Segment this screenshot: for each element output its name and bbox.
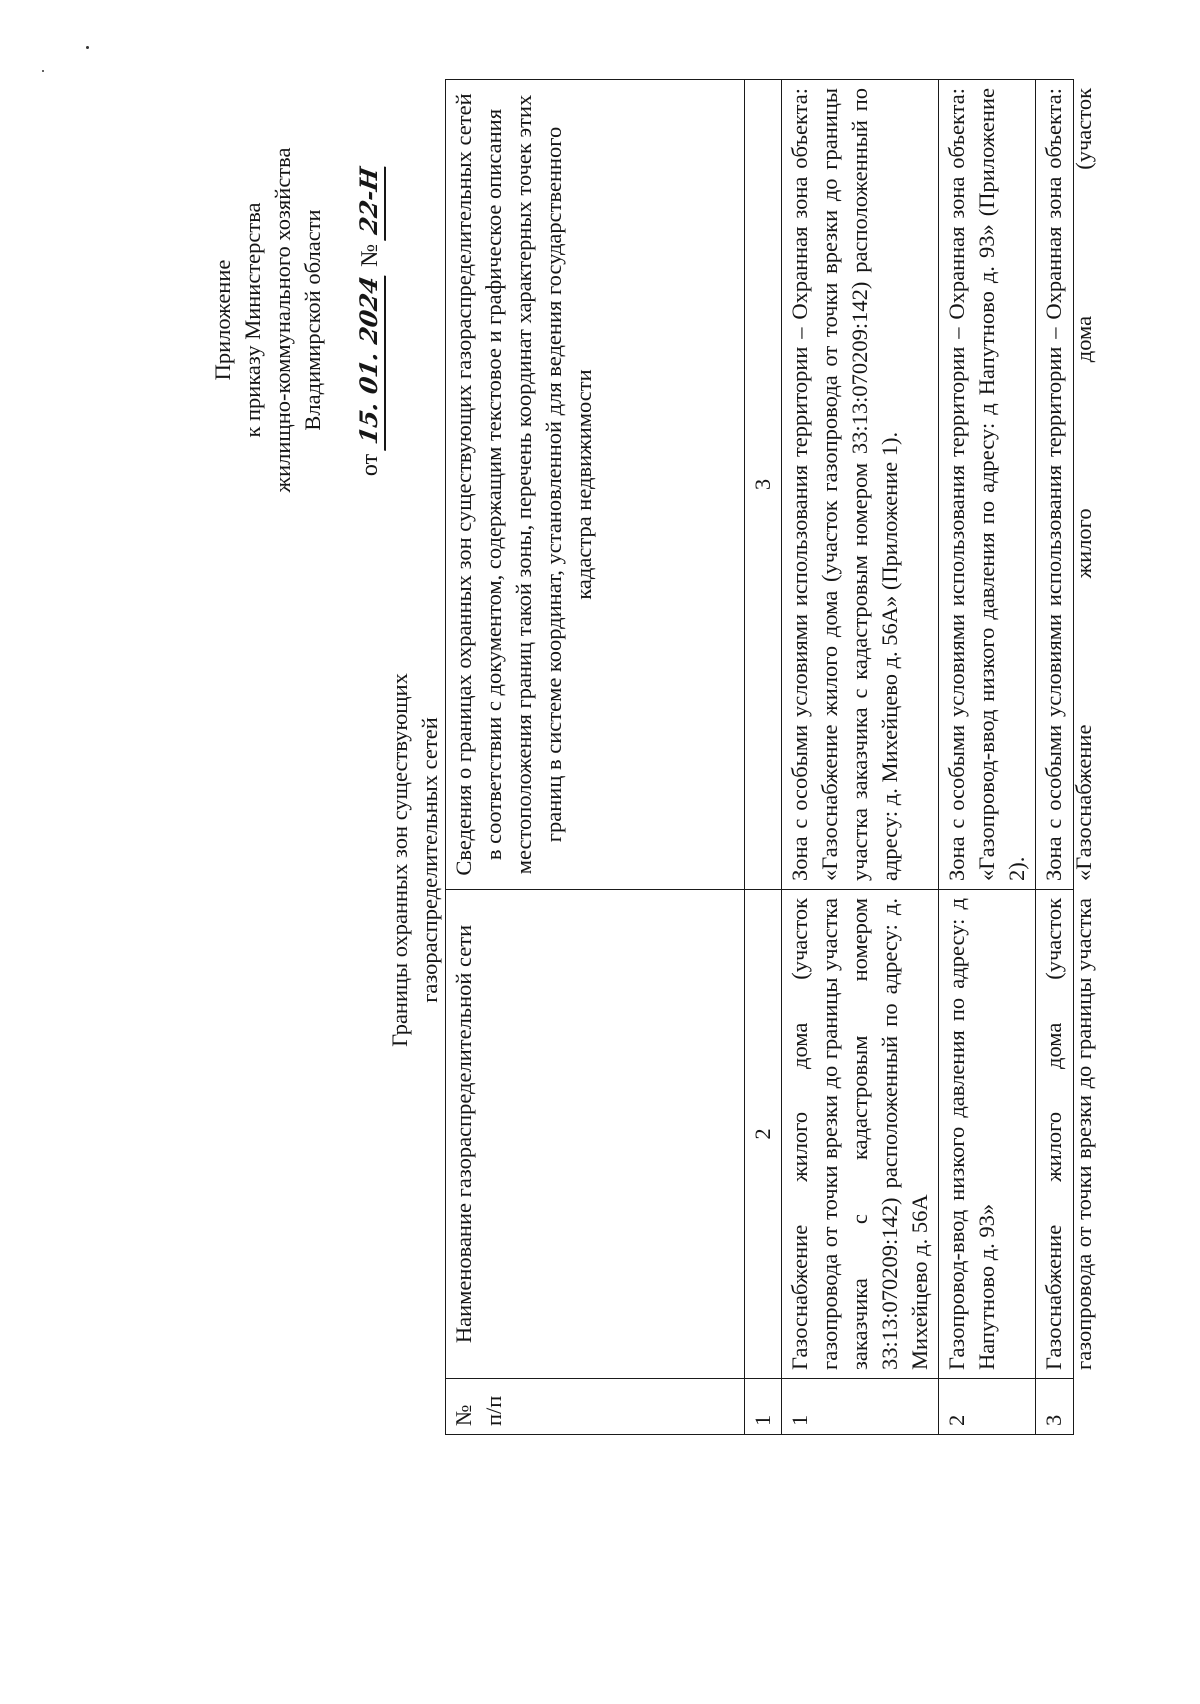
network-name: Газоснабжение жилого дома (участок газопровода от точки врезки до границы участка заказчика с кадастровым номером 33:13:070209:142) расположенный по адресу: д. Михейцево д. 56А (782, 890, 939, 1379)
table-row (939, 80, 1036, 1435)
table-header-row (446, 80, 745, 1435)
header-zone-info: Сведения о границах охранных зон существующих газораспределительных сетей в соответствии с документом, содержащим текстовое и графическое описания местоположения границ такой зоны, перечень координат характерных точек этих границ в системе координат, установленной для ведения государственного кадастра недвижимости (446, 80, 745, 890)
handwritten-date: 15. 01. 2024 (354, 270, 386, 451)
network-name-text: Газоснабжение жилого дома (участок газопровода от точки врезки до границы участка (1041, 898, 1096, 1370)
header-network-name: Наименование газораспределительной сети (446, 890, 745, 1379)
column-number: 3 (745, 80, 782, 890)
number-prefix: № (357, 243, 383, 267)
zone-info: Зона с особыми условиями использования территории – Охранная зона объекта: «Газопровод-ввод низкого давления по адресу: д Напутново д. 93» (Приложение 2). (939, 80, 1036, 890)
row-number: 3 (1036, 1379, 1074, 1435)
title-line-1: Границы охранных зон существующих (387, 673, 412, 1047)
appendix-order-line: к приказу Министерства (240, 202, 265, 438)
row-number: 1 (782, 1379, 939, 1435)
scan-speck (86, 46, 89, 49)
appendix-region-line: Владимирской области (300, 209, 325, 431)
document-title (385, 550, 445, 1170)
column-number: 1 (745, 1379, 782, 1435)
appendix-ministry-line: жилищно-коммунального хозяйства (270, 147, 295, 493)
network-name-partial (1036, 890, 1096, 1379)
scan-speck (42, 70, 44, 72)
zones-table (445, 79, 1096, 1435)
table-row (782, 80, 939, 1435)
zone-info-text: Зона с особыми условиями использования территории – Охранная зона объекта: «Газоснабжение жилого дома (участок (1041, 88, 1096, 881)
date-prefix: от (357, 453, 383, 477)
column-number-row (745, 80, 782, 1435)
appendix-label: Приложение (210, 259, 235, 381)
zone-info-partial (1036, 80, 1096, 890)
table-row-cut-off (1036, 80, 1074, 1435)
network-name: Газопровод-ввод низкого давления по адресу: д Напутново д. 93» (939, 890, 1036, 1379)
row-number: 2 (939, 1379, 1036, 1435)
title-line-2: газораспределительных сетей (417, 717, 442, 1003)
appendix-block (208, 60, 386, 580)
zone-info: Зона с особыми условиями использования территории – Охранная зона объекта: «Газоснабжение жилого дома (участок газопровода от точки врезки до границы участка заказчика с кадастровым номером 33:13:070209:142) расположенный по адресу: д. Михейцево д. 56А» (Приложение 1). (782, 80, 939, 890)
handwritten-number: 22-Н (354, 161, 386, 241)
rotated-content (140, 20, 1140, 1520)
column-number: 2 (745, 890, 782, 1379)
header-number: № п/п (446, 1379, 745, 1435)
order-date-line (354, 60, 386, 580)
